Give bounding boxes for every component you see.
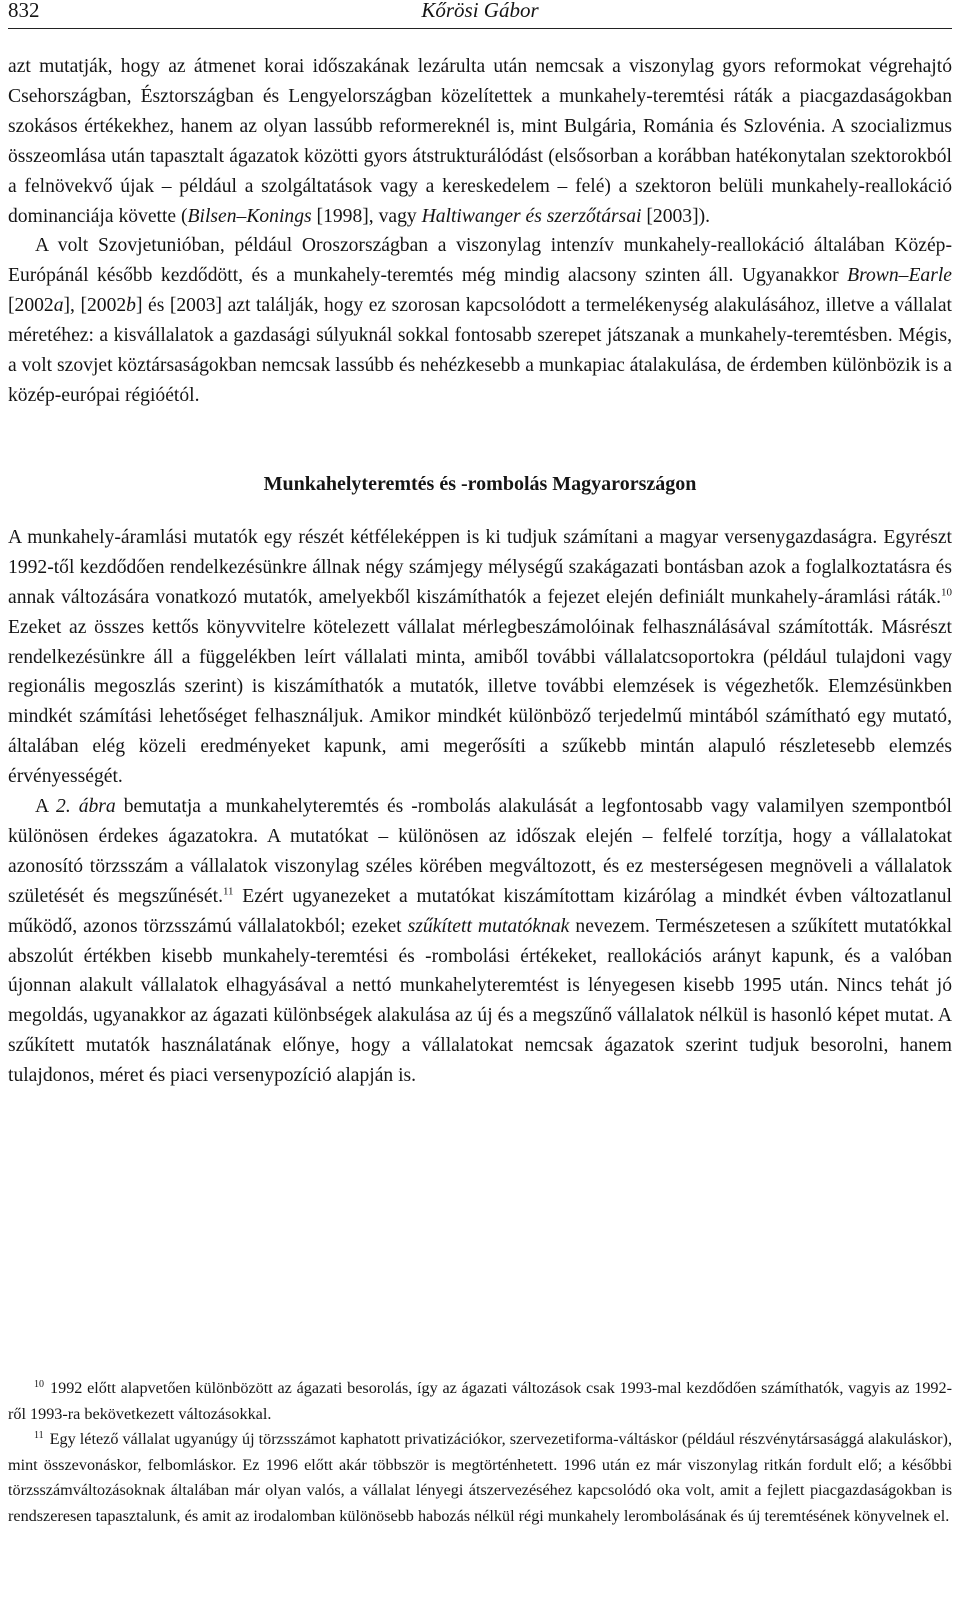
section-heading: Munkahelyteremtés és -rombolás Magyarországon	[263, 472, 697, 495]
page-header	[8, 0, 952, 29]
italic-text: Bilsen–Konings	[187, 205, 312, 227]
footnote-mark: 10	[34, 1378, 44, 1390]
paragraph	[8, 523, 952, 792]
italic-text: Haltiwanger és szerzőtársai	[421, 205, 642, 227]
page-number: 832	[8, 0, 40, 22]
footnote-reference: 11	[222, 885, 234, 898]
italic-text: a	[53, 295, 64, 317]
text-run: ], [2002	[63, 295, 127, 317]
footnote-reference: 10	[941, 586, 952, 599]
italic-text: b	[126, 295, 136, 317]
text-run: Ezeket az összes kettős könyvvitelre kötelezett vállalat mérlegbeszámolóinak felhasználásával számították. Másrészt rendelkezésünkre áll a függelékben leírt vállalati minta, amiből további vállalatcsoportokra (például tulajdoni vagy regionális megoszlás szerint) is kiszámíthatók a mutatók, illetve további elemzések is végezhetők. Elemzésünkben mindkét számítási lehetőséget felhasználjuk. Amikor mindkét különböző terjedelmű mintából számítható egy mutató, általában elég közeli eredményeket kapunk, ami megerősíti a szűkebb mintán alapuló részletesebb elemzés érvényességét.	[8, 616, 952, 788]
footnote-text: 1992 előtt alapvetően különbözött az ágazati besorolás, így az ágazati változások csak 1993-mal kezdődően számíthatók, vagyis az 1992-ről 1993-ra bekövetkezett változásokkal.	[8, 1379, 952, 1423]
italic-text: szűkített mutatóknak	[407, 915, 570, 937]
footnotes	[8, 1376, 952, 1530]
text-run: A munkahely-áramlási mutatók egy részét kétféleképpen is ki tudjuk számítani a magyar versenygazdaságra. Egyrészt 1992-től kezdődően rendelkezésünkre állnak négy számjegy mélységű szakágazati bontásban azok a foglalkoztatásra és annak változására vonatkozó mutatók, amelyekből kiszámíthatók a fejezet elején definiált munkahely-áramlási ráták.	[8, 526, 952, 608]
paragraph	[8, 231, 952, 410]
text-run: A volt Szovjetunióban, például Oroszországban a viszonylag intenzív munkahely-reallokáció általában Közép-Európánál később kezdődött, és a munkahely-teremtés még mindig alacsony szinten áll. Ugyanakkor	[8, 235, 952, 287]
section-body	[8, 523, 952, 1091]
text-run: ] és [2003] azt találják, hogy ez szorosan kapcsolódott a termelékenység alakulásához, illetve a vállalat méretéhez: a kisvállalatok a gazdasági súlyuknál sokkal fontosabb szerepet játszanak a munkahely-teremtésben. Mégis, a volt szovjet köztársaságokban nemcsak lassúbb és nehézkesebb a munkapiac átalakulása, de érdemben különbözik is a közép-európai régióétól.	[8, 295, 952, 406]
footnote-mark: 11	[34, 1429, 44, 1441]
footnote	[8, 1427, 952, 1529]
paragraph	[8, 792, 952, 1091]
text-run: nevezem. Természetesen a szűkített mutatókkal abszolút értékben kisebb munkahely-teremtési és -rombolási értékeket, reallokációs arányt kapunk, és a valóban újonnan alakult vállalatok elhagyásával a nettó munkahelyteremtést is lényegesen kisebb 1995 után. Nincs tehát jó megoldás, ugyanakkor az ágazati különbségek alakulása az új és a megszűnő vállalatok nélkül is hasonló képet mutat. A szűkített mutatók használatának előnye, hogy a vállalatokat nemcsak ágazatok szerint tudjuk besorolni, hanem tulajdonos, méret és piaci versenypozíció alapján is.	[8, 915, 953, 1087]
text-run: Ezért ugyanezeket a mutatókat kiszámítottam kizárólag a mindkét évben változatlanul működő, azonos törzsszámú vállalatokból; ezeket	[8, 885, 952, 937]
italic-text: 2. ábra	[56, 796, 116, 818]
paragraph-group	[8, 52, 952, 411]
paragraph	[8, 52, 952, 231]
text-run: azt mutatják, hogy az átmenet korai időszakának lezárulta után nemcsak a viszonylag gyors reformokat végrehajtó Csehországban, Észtországban és Lengyelországban közelítettek a munkahely-teremtési ráták a piacgazdaságokban szokásos értékekhez, hanem az olyan lassúbb reformereknél is, mint Bulgária, Románia és Szlovénia. A szocializmus összeomlása után tapasztalt ágazatok közötti gyors átstrukturálódást (elsősorban a korábban hatékonytalan szektorokból a felnövekvő újak – például a szolgáltatások vagy a kereskedelem – felé) a szektoron belüli munkahely-reallokáció dominanciája követte (	[8, 56, 952, 227]
text-run: [2003]).	[641, 205, 711, 227]
text-run: [2002	[8, 295, 54, 317]
text-run: A	[35, 796, 57, 818]
footnote-text: Egy létező vállalat ugyanúgy új törzsszámot kaphatott privatizációkor, szervezetiforma-váltáskor (például részvénytársasággá alakuláskor), mint összevonáskor, felbomláskor. Ez 1996 előtt akár többször is megtörténhetett. 1996 után ez már viszonylag ritkán fordult elő; a későbbi törzsszámváltozásoknak általában már olyan valós, a vállalat lényegi átszervezéséhez kapcsolódó oka volt, amit a fejlett piacgazdaságokban is rendszeresen tapasztalunk, és amit az irodalomban különösebb habozás nélkül régi munkahely lerombolásának és új teremtésének könyvelnek el.	[8, 1430, 952, 1525]
running-title: Kőrösi Gábor	[421, 0, 539, 22]
text-run: bemutatja a munkahelyteremtés és -rombolás alakulását a legfontosabb vagy valamilyen szempontból különösen érdekes ágazatokra. A mutatókat – különösen az időszak elején – felfelé torzítja, hogy a vállalatokat azonosító törzsszám a vállalatok viszonylag széles körében megváltozott, és ez mesterségesen megnöveli a vállalatok születését és megszűnését.	[8, 796, 952, 907]
text-run: [1998], vagy	[311, 205, 422, 227]
main-text	[8, 52, 952, 1091]
footnote	[8, 1376, 952, 1427]
italic-text: Brown–Earle	[847, 265, 952, 287]
